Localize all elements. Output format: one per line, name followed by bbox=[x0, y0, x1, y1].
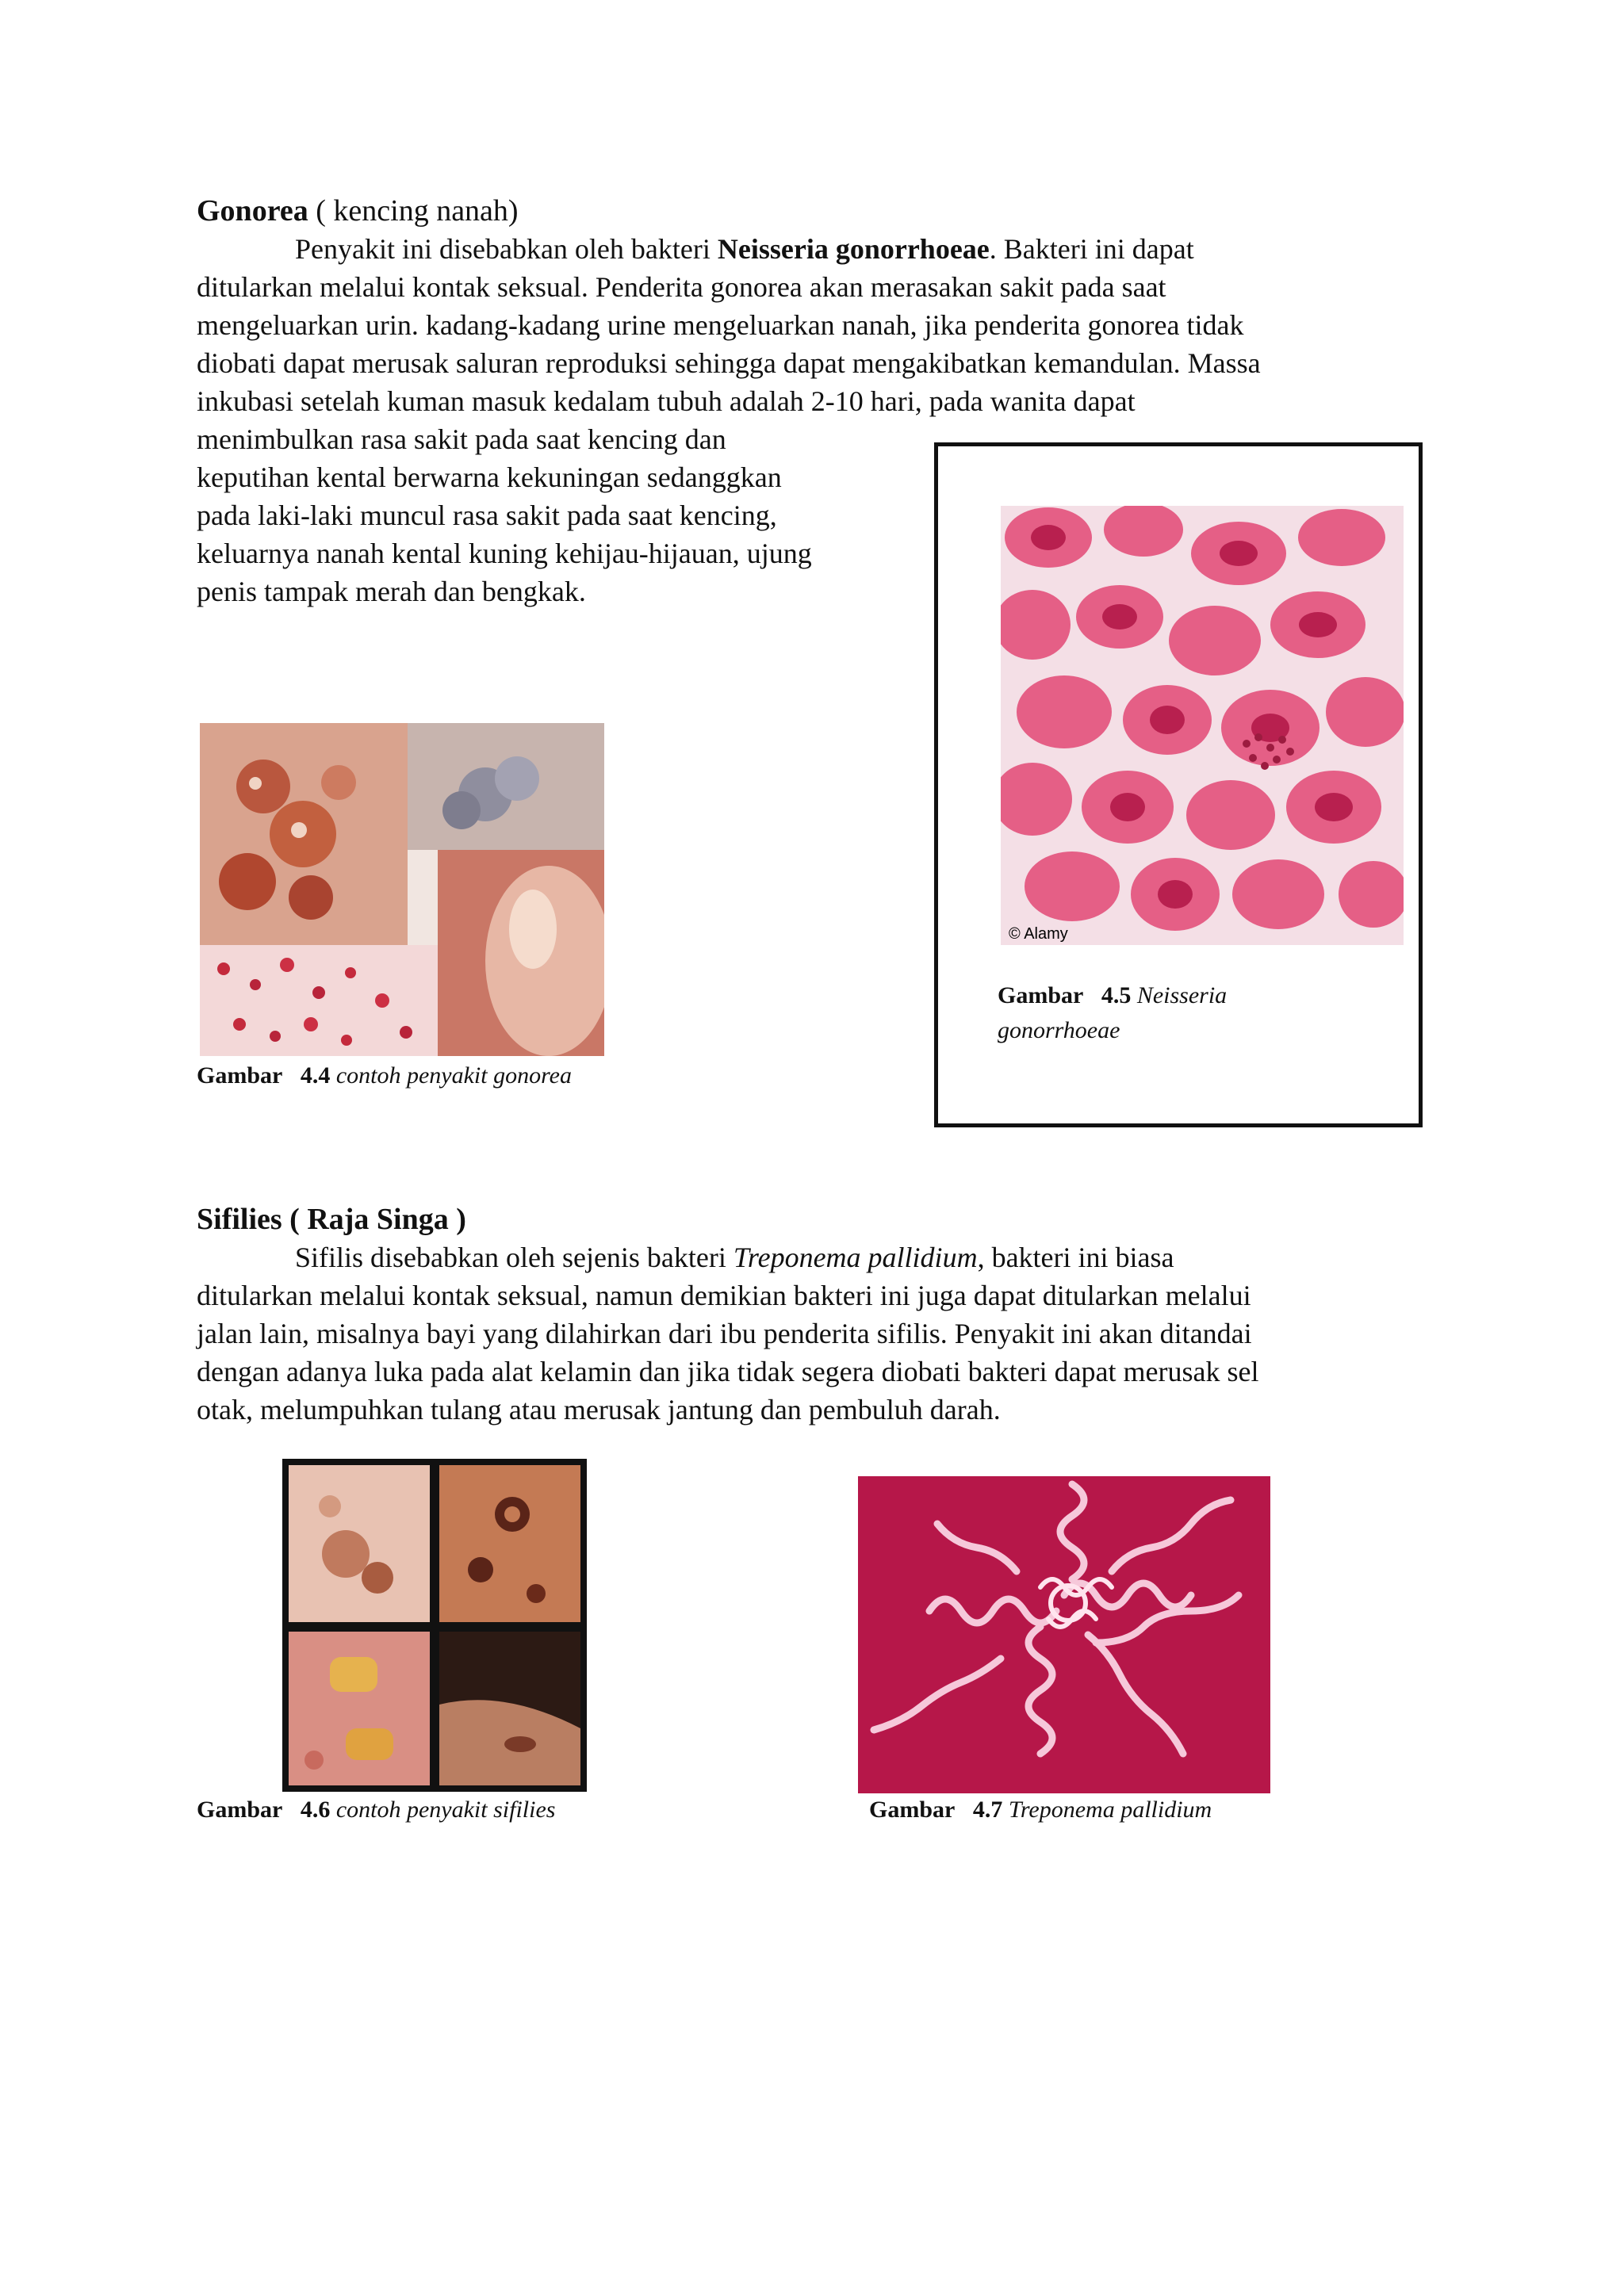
sifilis-line-3: dengan adanya luka pada alat kelamin dan jika tidak segera diobati bakteri dapat merusak sel bbox=[197, 1356, 1259, 1387]
sifilis-tail-text: , bakteri ini biasa bbox=[977, 1242, 1174, 1273]
sifilis-collage-image bbox=[282, 1459, 587, 1792]
gonorea-bacteria-name: Neisseria gonorrhoeae bbox=[717, 233, 990, 265]
gonorea-line-8: keluarnya nanah kental kuning kehijau-hijauan, ujung bbox=[197, 538, 812, 569]
sifilis-lead-text: Sifilis disebabkan oleh sejenis bakteri bbox=[295, 1242, 733, 1273]
sifilis-paragraph-first-line bbox=[295, 1238, 1174, 1276]
gonorea-line-5: menimbulkan rasa sakit pada saat kencing dan bbox=[197, 423, 726, 455]
sifilis-title: Sifilies ( Raja Singa ) bbox=[197, 1203, 466, 1236]
gonorea-tail-text: . Bakteri ini dapat bbox=[989, 233, 1194, 265]
gonorea-collage-image bbox=[200, 723, 604, 1056]
gonorea-line-2: mengeluarkan urin. kadang-kadang urine mengeluarkan nanah, jika penderita gonorea tidak bbox=[197, 309, 1244, 341]
alamy-watermark: © Alamy bbox=[1009, 925, 1068, 943]
gonorea-line-9: penis tampak merah dan bengkak. bbox=[197, 576, 586, 607]
gonorea-heading bbox=[197, 192, 519, 230]
figure-4-4-caption: Gambar 4.4 contoh penyakit gonorea bbox=[197, 1062, 572, 1089]
treponema-micrograph-image bbox=[858, 1476, 1270, 1793]
figure-4-6-caption: Gambar 4.6 contoh penyakit sifilies bbox=[197, 1797, 556, 1823]
sifilis-line-2: jalan lain, misalnya bayi yang dilahirkan dari ibu penderita sifilis. Penyakit ini akan ditandai bbox=[197, 1318, 1252, 1349]
figure-4-7-caption: Gambar 4.7 Treponema pallidium bbox=[869, 1797, 1212, 1823]
figure-4-5-caption: Gambar 4.5 Neisseria gonorrhoeae bbox=[998, 982, 1228, 1043]
gonorea-line-1: ditularkan melalui kontak seksual. Penderita gonorea akan merasakan sakit pada saat bbox=[197, 271, 1166, 303]
sifilis-line-4: otak, melumpuhkan tulang atau merusak jantung dan pembuluh darah. bbox=[197, 1394, 1001, 1425]
gonorea-line-7: pada laki-laki muncul rasa sakit pada saat kencing, bbox=[197, 499, 777, 531]
neisseria-micrograph-image bbox=[1001, 506, 1404, 945]
gonorea-lead-text: Penyakit ini disebabkan oleh bakteri bbox=[295, 233, 718, 265]
gonorea-line-6: keputihan kental berwarna kekuningan sedanggkan bbox=[197, 461, 782, 493]
gonorea-paragraph-first-line bbox=[295, 230, 1194, 268]
gonorea-line-3: diobati dapat merusak saluran reproduksi sehingga dapat mengakibatkan kemandulan. Massa bbox=[197, 347, 1261, 379]
gonorea-subtitle: ( kencing nanah) bbox=[308, 194, 519, 228]
gonorea-title: Gonorea bbox=[197, 194, 308, 228]
sifilis-bacteria-name: Treponema pallidium bbox=[733, 1242, 978, 1273]
sifilis-line-1: ditularkan melalui kontak seksual, namun demikian bakteri ini juga dapat ditularkan melalui bbox=[197, 1280, 1251, 1311]
gonorea-line-4: inkubasi setelah kuman masuk kedalam tubuh adalah 2-10 hari, pada wanita dapat bbox=[197, 385, 1136, 417]
